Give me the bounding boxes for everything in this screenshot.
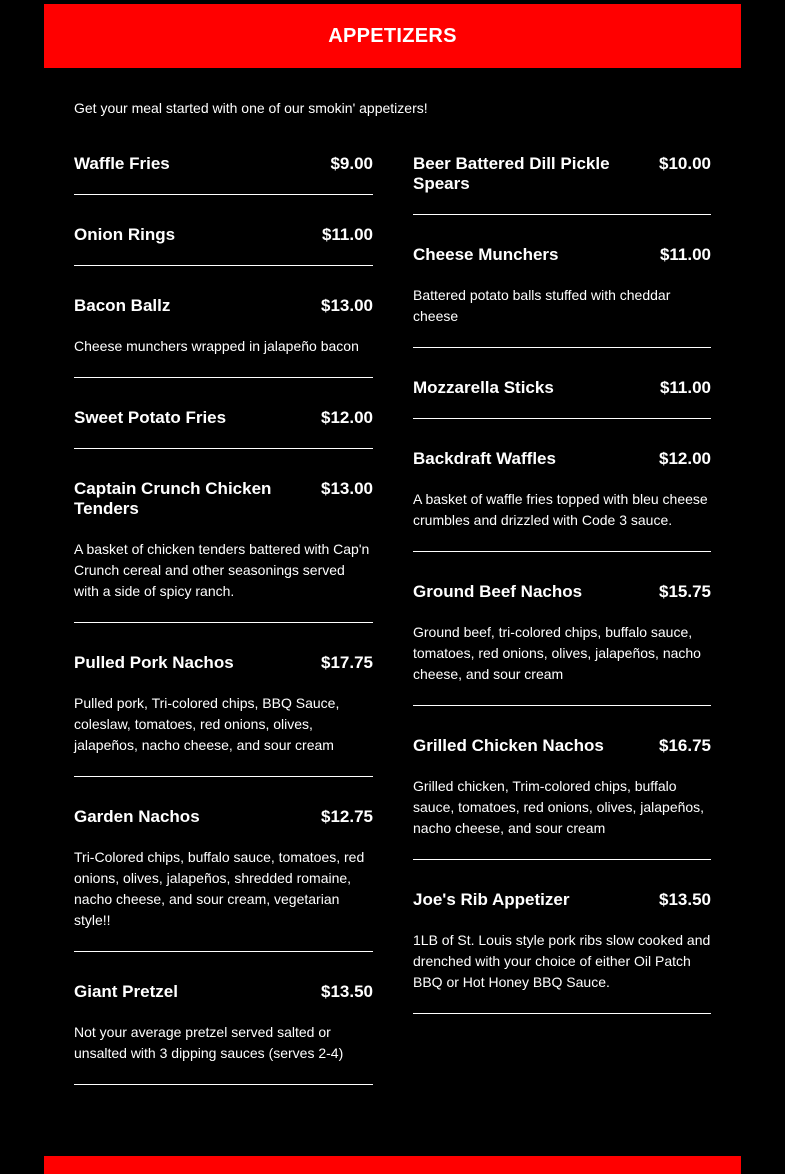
item-name: Backdraft Waffles <box>413 449 556 468</box>
item-name: Mozzarella Sticks <box>413 378 554 397</box>
menu-item <box>74 296 373 378</box>
item-description: Tri-Colored chips, buffalo sauce, tomatoes, red onions, olives, jalapeños, shredded romaine, nacho cheese, and sour cream, vegetarian style!! <box>74 849 365 928</box>
item-price: $12.00 <box>321 408 373 427</box>
item-name: Bacon Ballz <box>74 296 171 315</box>
item-name: Pulled Pork Nachos <box>74 653 234 672</box>
appetizers-banner <box>44 4 741 68</box>
menu-item <box>74 807 373 952</box>
item-name: Garden Nachos <box>74 807 200 826</box>
menu-item <box>74 479 373 623</box>
item-name: Joe's Rib Appetizer <box>413 890 570 909</box>
menu-item <box>413 449 711 552</box>
item-name: Cheese Munchers <box>413 245 559 264</box>
menu-column-right <box>413 154 711 1044</box>
menu-item <box>413 154 711 215</box>
item-description: Battered potato balls stuffed with cheddar cheese <box>413 287 671 324</box>
item-name: Waffle Fries <box>74 154 170 173</box>
item-description: 1LB of St. Louis style pork ribs slow cooked and drenched with your choice of either Oil Patch BBQ or Hot Honey BBQ Sauce. <box>413 932 711 990</box>
item-description: A basket of chicken tenders battered with Cap'n Crunch cereal and other seasonings served with a side of spicy ranch. <box>74 541 370 599</box>
menu-item <box>413 736 711 860</box>
item-price: $13.00 <box>321 296 373 315</box>
item-price: $11.00 <box>321 225 373 244</box>
item-name: Ground Beef Nachos <box>413 582 583 601</box>
menu-item <box>413 245 711 348</box>
item-price: $9.00 <box>330 154 373 173</box>
menu-item <box>413 890 711 1014</box>
menu-item <box>413 582 711 706</box>
item-description: Not your average pretzel served salted or unsalted with 3 dipping sauces (serves 2-4) <box>74 1024 344 1061</box>
item-description: Cheese munchers wrapped in jalapeño bacon <box>74 338 359 354</box>
item-price: $17.75 <box>321 653 373 672</box>
menu-item <box>74 653 373 777</box>
item-price: $16.75 <box>659 736 711 755</box>
item-description: Grilled chicken, Trim-colored chips, buffalo sauce, tomatoes, red onions, olives, jalapeños, nacho cheese, and sour cream <box>413 778 705 836</box>
menu-item <box>74 225 373 266</box>
item-name: Giant Pretzel <box>74 982 178 1001</box>
item-name: Sweet Potato Fries <box>74 408 227 427</box>
menu-item <box>413 378 711 419</box>
item-price: $11.00 <box>659 378 711 397</box>
item-description: Ground beef, tri-colored chips, buffalo sauce, tomatoes, red onions, olives, jalapeños, nacho cheese, and sour cream <box>413 624 701 682</box>
item-name: Grilled Chicken Nachos <box>413 736 604 755</box>
section-intro: Get your meal started with one of our smokin' appetizers! <box>74 100 428 116</box>
item-description: Pulled pork, Tri-colored chips, BBQ Sauce, coleslaw, tomatoes, red onions, olives, jalapeños, nacho cheese, and sour cream <box>74 695 340 753</box>
item-price: $13.50 <box>659 890 711 909</box>
item-price: $10.00 <box>659 154 711 173</box>
item-description: A basket of waffle fries topped with bleu cheese crumbles and drizzled with Code 3 sauce. <box>413 491 708 528</box>
item-name: Beer Battered Dill Pickle Spears <box>413 154 610 193</box>
menu-item <box>74 982 373 1085</box>
menu-column-left <box>74 154 373 1115</box>
menu-item <box>74 408 373 449</box>
item-price: $12.00 <box>659 449 711 468</box>
item-price: $15.75 <box>659 582 711 601</box>
next-section-banner <box>44 1156 741 1174</box>
item-price: $13.50 <box>321 982 373 1001</box>
menu-item <box>74 154 373 195</box>
item-name: Captain Crunch Chicken Tenders <box>74 479 272 518</box>
item-price: $11.00 <box>659 245 711 264</box>
item-price: $12.75 <box>321 807 373 826</box>
item-name: Onion Rings <box>74 225 176 244</box>
item-price: $13.00 <box>321 479 373 498</box>
section-title: APPETIZERS <box>328 24 457 47</box>
